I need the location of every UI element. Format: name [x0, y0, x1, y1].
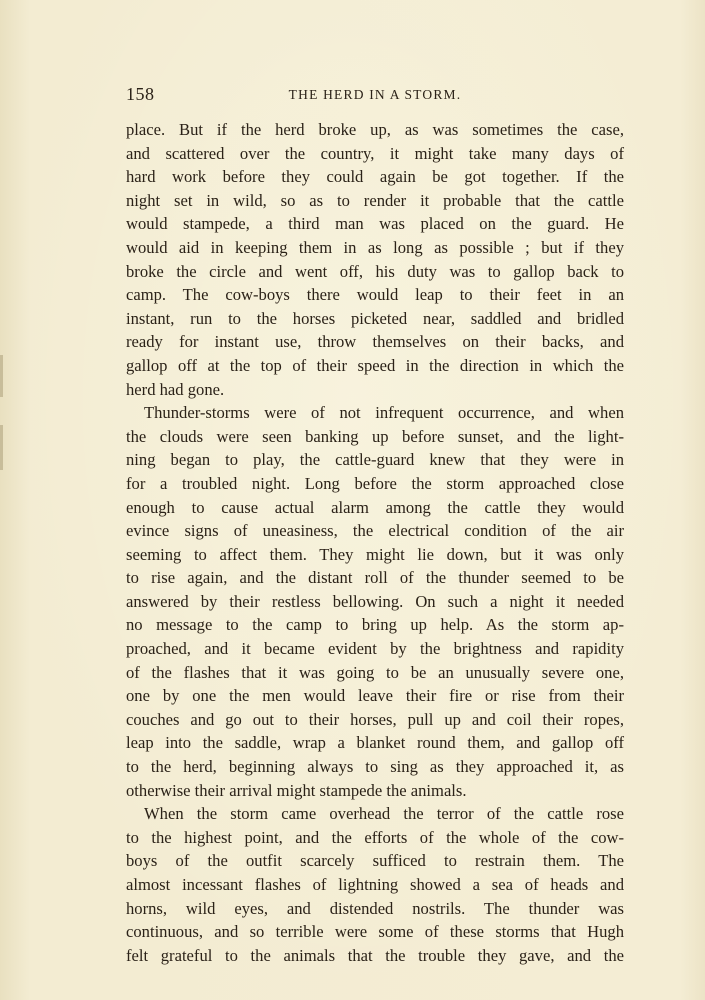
paragraph-start-line: Thunder-storms were of not infrequent occurrence, and when: [144, 403, 624, 423]
text-line: of the flashes that it was going to be an unusually severe one,: [126, 662, 624, 682]
text-line: seeming to affect them. They might lie down, but it was only: [126, 544, 624, 564]
text-line: gallop off at the top of their speed in the direction in which the: [126, 355, 624, 375]
text-line: herd had gone.: [126, 379, 225, 399]
text-line: hard work before they could again be got together. If the: [126, 167, 624, 187]
text-line: no message to the camp to bring up help. As the storm ap-: [126, 615, 624, 635]
text-line: to rise again, and the distant roll of the thunder seemed to be: [126, 568, 624, 588]
text-line: answered by their restless bellowing. On such a night it needed: [126, 591, 624, 611]
text-line: proached, and it became evident by the brightness and rapidity: [126, 639, 624, 659]
text-line: otherwise their arrival might stampede the animals.: [126, 780, 467, 800]
text-line: instant, run to the horses picketed near, saddled and bridled: [126, 308, 624, 328]
text-line: evince signs of uneasiness, the electrical condition of the air: [126, 521, 624, 541]
text-line: ready for instant use, throw themselves on their backs, and: [126, 332, 624, 352]
page-edge-mark: [0, 355, 3, 397]
text-line: for a troubled night. Long before the storm approached close: [126, 473, 624, 493]
page-number: 158: [126, 84, 155, 104]
text-line: the clouds were seen banking up before sunset, and the light-: [126, 426, 624, 446]
text-line: to the highest point, and the efforts of the whole of the cow-: [126, 827, 624, 847]
body-text: [126, 118, 624, 967]
text-line: horns, wild eyes, and distended nostrils. The thunder was: [126, 898, 624, 918]
text-line: couches and go out to their horses, pull up and coil their ropes,: [126, 709, 624, 729]
running-head: THE HERD IN A STORM.: [288, 87, 462, 102]
text-line: felt grateful to the animals that the trouble they gave, and the: [126, 945, 624, 965]
text-line: enough to cause actual alarm among the cattle they would: [126, 497, 624, 517]
text-line: camp. The cow-boys there would leap to their feet in an: [126, 285, 624, 305]
paragraph-start-line: When the storm came overhead the terror of the cattle rose: [144, 804, 624, 824]
text-line: to the herd, beginning always to sing as they approached it, as: [126, 757, 624, 777]
text-line: one by one the men would leave their fire or rise from their: [126, 686, 624, 706]
text-line: would aid in keeping them in as long as possible ; but if they: [126, 237, 624, 257]
page-header: [126, 84, 624, 108]
text-line: boys of the outfit scarcely sufficed to restrain them. The: [126, 851, 624, 871]
text-line: night set in wild, so as to render it probable that the cattle: [126, 190, 624, 210]
page-edge-mark: [0, 425, 3, 470]
text-line: ning began to play, the cattle-guard knew that they were in: [126, 450, 624, 470]
text-line: would stampede, a third man was placed on the guard. He: [126, 214, 624, 234]
text-line: continuous, and so terrible were some of these storms that Hugh: [126, 922, 624, 942]
text-line: leap into the saddle, wrap a blanket round them, and gallop off: [126, 733, 624, 753]
text-line: place. But if the herd broke up, as was sometimes the case,: [126, 120, 624, 139]
text-line: and scattered over the country, it might take many days of: [126, 143, 624, 163]
text-line: broke the circle and went off, his duty was to gallop back to: [126, 261, 624, 281]
text-line: almost incessant flashes of lightning showed a sea of heads and: [126, 875, 624, 894]
